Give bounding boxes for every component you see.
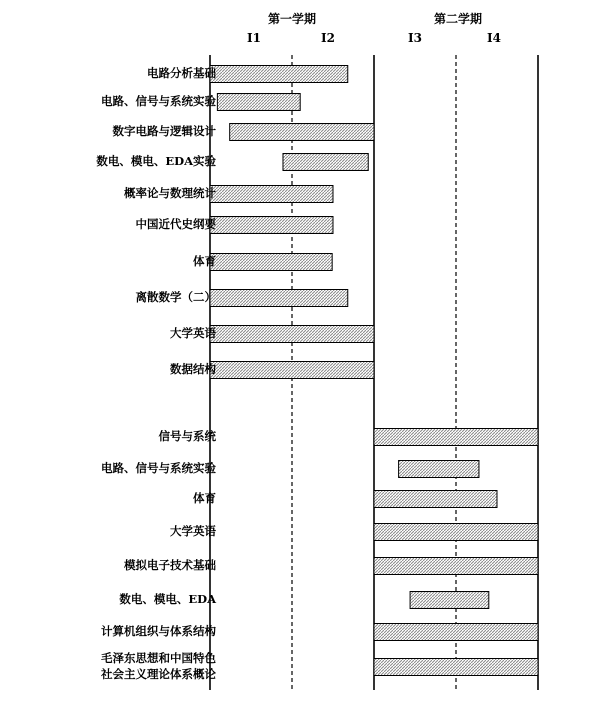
course-bar — [374, 558, 538, 575]
course-bar — [374, 524, 538, 541]
course-label-line: 电路、信号与系统实验 — [101, 94, 216, 108]
course-label — [124, 557, 216, 573]
course-label-line: 计算机组织与体系结构 — [101, 624, 216, 638]
course-bar — [210, 290, 348, 307]
course-label-line: 大学英语 — [170, 326, 216, 340]
course-label-line: 数电、模电、EDA实验 — [96, 154, 216, 168]
course-label-line: 数电、模电、EDA — [119, 592, 216, 606]
course-bar — [210, 217, 333, 234]
course-bar — [283, 154, 368, 171]
course-label-line: 概率论与数理统计 — [124, 186, 216, 200]
course-label — [170, 325, 216, 341]
course-label-line: 信号与系统 — [158, 429, 216, 443]
course-label — [193, 490, 216, 506]
course-label — [170, 361, 216, 377]
course-label — [136, 289, 217, 305]
course-label — [159, 428, 217, 444]
course-label-line: 体育 — [193, 491, 216, 505]
course-label — [119, 591, 216, 607]
course-label — [101, 650, 216, 682]
course-label-line: 大学英语 — [170, 524, 216, 538]
course-label — [170, 523, 216, 539]
course-label — [136, 216, 217, 232]
quarter-label-i1: I1 — [247, 31, 261, 45]
course-label-line: 数据结构 — [170, 362, 216, 376]
quarter-label-i4: I4 — [487, 31, 501, 45]
course-bar — [399, 461, 479, 478]
course-bar — [210, 326, 374, 343]
course-label — [113, 123, 217, 139]
course-bar — [374, 429, 538, 446]
course-label — [147, 65, 216, 81]
quarter-label-i2: I2 — [321, 31, 335, 45]
course-bar — [217, 94, 300, 111]
semester-2-header: 第二学期 — [433, 12, 482, 26]
course-label-line: 电路、信号与系统实验 — [101, 461, 216, 475]
course-label — [124, 185, 216, 201]
course-label — [101, 460, 216, 476]
course-bar — [374, 659, 538, 676]
course-label-line: 电路分析基础 — [147, 66, 216, 80]
quarter-label-i3: I3 — [408, 31, 422, 45]
course-bar — [230, 124, 374, 141]
course-bar — [374, 624, 538, 641]
course-bar — [210, 186, 333, 203]
course-bar — [210, 66, 348, 83]
course-label-line: 毛泽东思想和中国特色 — [101, 651, 216, 665]
course-label-line: 离散数学（二） — [135, 290, 216, 304]
course-label-line: 体育 — [193, 254, 216, 268]
course-bar — [374, 491, 497, 508]
course-label-line: 数字电路与逻辑设计 — [112, 124, 216, 138]
course-label — [101, 93, 216, 109]
course-bar — [210, 362, 374, 379]
course-label-line: 社会主义理论体系概论 — [101, 667, 216, 681]
course-bar — [210, 254, 332, 271]
semester-1-header: 第一学期 — [267, 12, 316, 26]
course-label — [101, 623, 216, 639]
course-bar — [410, 592, 489, 609]
course-label — [96, 153, 216, 169]
course-label — [193, 253, 216, 269]
course-label-line: 模拟电子技术基础 — [124, 558, 216, 572]
course-label-line: 中国近代史纲要 — [135, 217, 216, 231]
